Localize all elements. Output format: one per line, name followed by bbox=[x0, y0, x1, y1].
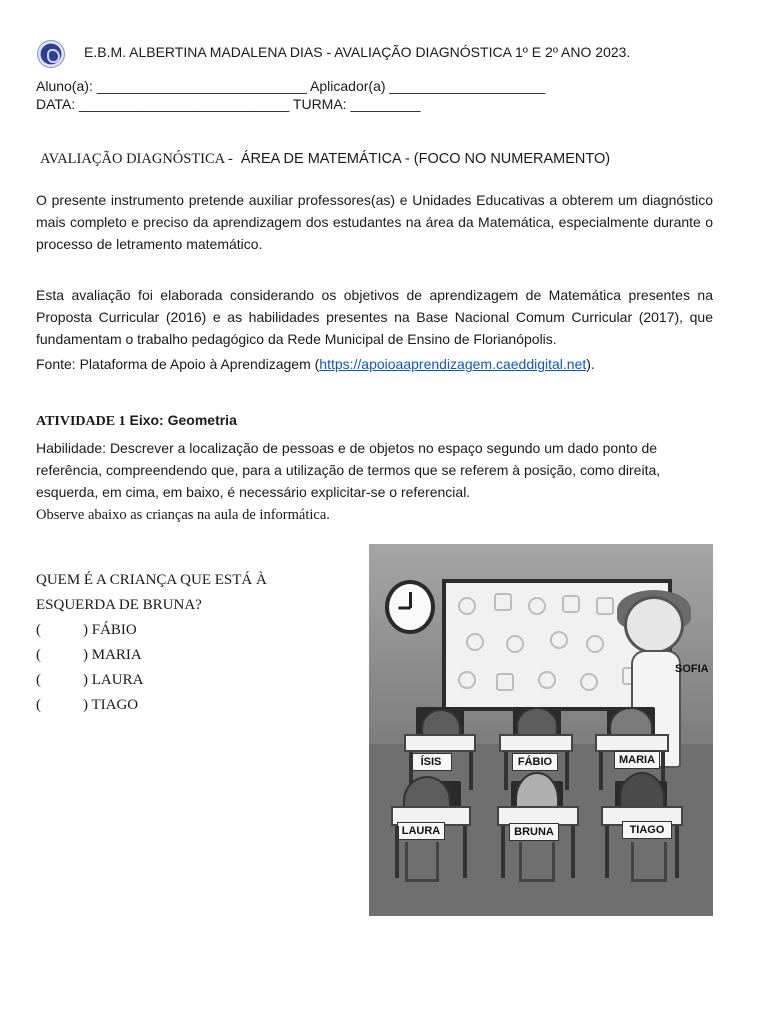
question-line-1: QUEM É A CRIANÇA QUE ESTÁ À bbox=[36, 572, 267, 588]
option-label: ) MARIA bbox=[83, 647, 142, 663]
flask-icon bbox=[494, 593, 512, 611]
horseshoe-icon bbox=[586, 635, 604, 653]
name-tag-maria: MARIA bbox=[614, 751, 660, 769]
source-line bbox=[36, 353, 713, 375]
option-checkbox: ( bbox=[36, 647, 41, 663]
skill-description: Habilidade: Descrever a localização de pessoas e de objetos no espaço segundo um dado ponto de referência, compreendendo que, para a utilização de termos que se referem à posição, como direita, esquerda, em cima, em baixo, é necessário explicitar-se o referencial. bbox=[36, 440, 661, 500]
source-prefix: Fonte: Plataforma de Apoio à Aprendizagem ( bbox=[36, 356, 320, 372]
option-checkbox: ( bbox=[36, 622, 41, 638]
name-tag-laura: LAURA bbox=[397, 822, 445, 840]
date-line: DATA: ___________________________ TURMA: _________ bbox=[36, 96, 421, 112]
option-laura[interactable] bbox=[36, 668, 267, 693]
globe-icon bbox=[458, 597, 476, 615]
dna-icon bbox=[506, 635, 524, 653]
source-suffix: ). bbox=[586, 356, 595, 372]
name-tag-fabio: FÁBIO bbox=[512, 753, 558, 771]
fire-icon bbox=[550, 631, 568, 649]
option-label: ) LAURA bbox=[83, 672, 144, 688]
school-header: E.B.M. ALBERTINA MADALENA DIAS - AVALIAÇÃO DIAGNÓSTICA 1º E 2º ANO 2023. bbox=[84, 44, 631, 60]
option-label: ) TIAGO bbox=[83, 697, 139, 713]
intro-paragraph-1: O presente instrumento pretende auxiliar professores(as) e Unidades Educativas a obterem um diagnóstico mais completo e preciso da aprendizagem dos estudantes na área da Matemática, especialmente durante o processo de letramento matemático. bbox=[36, 192, 713, 252]
test-tubes-icon bbox=[596, 597, 614, 615]
page-title bbox=[40, 149, 610, 169]
wall-clock-icon bbox=[385, 580, 435, 634]
activity-heading bbox=[36, 410, 237, 432]
beaker-icon bbox=[538, 671, 556, 689]
classroom-illustration bbox=[369, 544, 713, 916]
title-serif: AVALIAÇÃO DIAGNÓSTICA - bbox=[40, 151, 233, 167]
intro-paragraph-2: Esta avaliação foi elaborada considerando os objetivos de aprendizagem de Matemática presentes na Proposta Curricular (2016) e as habilidades presentes na Base Nacional Comum Curricular (2017), que fundamentam o trabalho pedagógico da Rede Municipal de Ensino de Florianópolis. bbox=[36, 287, 713, 347]
microscope-icon bbox=[496, 673, 514, 691]
desk bbox=[595, 734, 669, 752]
option-checkbox: ( bbox=[36, 672, 41, 688]
desk bbox=[499, 734, 573, 752]
teacher-face bbox=[624, 596, 684, 654]
option-maria[interactable] bbox=[36, 643, 267, 668]
question-block bbox=[36, 568, 267, 718]
question-line-2: ESQUERDA DE BRUNA? bbox=[36, 597, 202, 613]
student-line: Aluno(a): ___________________________ Aplicador(a) ____________________ bbox=[36, 78, 546, 94]
desk bbox=[404, 734, 476, 752]
school-logo-icon bbox=[37, 40, 65, 68]
name-tag-tiago: TIAGO bbox=[622, 821, 672, 839]
orbit-icon bbox=[458, 671, 476, 689]
option-checkbox: ( bbox=[36, 697, 41, 713]
option-label: ) FÁBIO bbox=[83, 622, 137, 638]
name-tag-bruna: BRUNA bbox=[509, 823, 559, 841]
observe-instruction: Observe abaixo as crianças na aula de informática. bbox=[36, 507, 330, 523]
atom-icon bbox=[528, 597, 546, 615]
lightbulb-icon bbox=[466, 633, 484, 651]
earth-icon bbox=[580, 673, 598, 691]
title-sans: ÁREA DE MATEMÁTICA - (FOCO NO NUMERAMENTO) bbox=[240, 151, 611, 167]
activity-number: ATIVIDADE 1 bbox=[36, 414, 126, 429]
activity-axis: Eixo: Geometria bbox=[129, 412, 237, 428]
option-fabio[interactable] bbox=[36, 618, 267, 643]
magnet-icon bbox=[562, 595, 580, 613]
teacher-name-label: SOFIA bbox=[675, 663, 709, 675]
option-tiago[interactable] bbox=[36, 693, 267, 718]
name-tag-isis: ÍSIS bbox=[410, 753, 452, 771]
source-link[interactable]: https://apoioaaprendizagem.caeddigital.net bbox=[319, 356, 587, 372]
